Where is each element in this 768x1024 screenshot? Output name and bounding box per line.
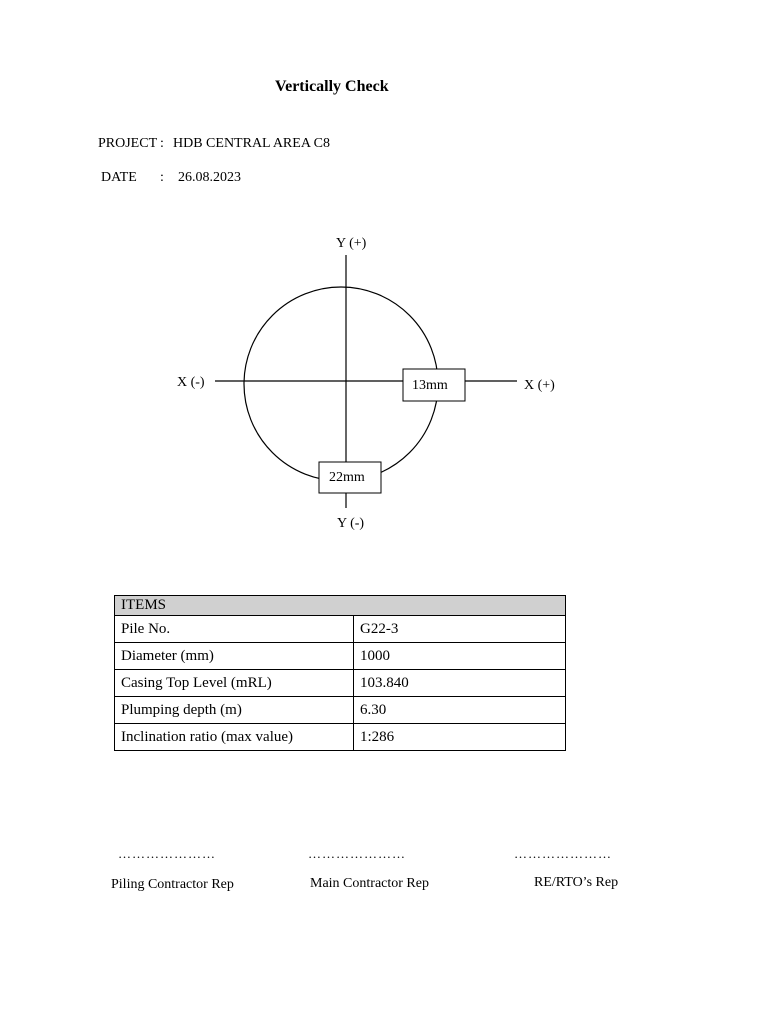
inclination-ratio-label: Inclination ratio (max value) (115, 724, 354, 751)
inclination-ratio-value: 1:286 (354, 724, 566, 751)
plumping-depth-value: 6.30 (354, 697, 566, 724)
x-plus-label: X (+) (524, 378, 555, 393)
document-title: Vertically Check (275, 78, 389, 95)
y-plus-label: Y (+) (336, 236, 367, 251)
plumping-depth-label: Plumping depth (m) (115, 697, 354, 724)
main-signature-line: ………………… (308, 846, 406, 861)
items-table (114, 595, 566, 751)
items-header-row (115, 596, 566, 616)
casing-top-level-label: Casing Top Level (mRL) (115, 670, 354, 697)
piling-signature-line: ………………… (118, 846, 216, 861)
table-row (115, 697, 566, 724)
x-reading-value: 13mm (412, 378, 448, 393)
pile-no-value: G22-3 (354, 616, 566, 643)
pile-no-label: Pile No. (115, 616, 354, 643)
project-label: PROJECT (98, 136, 158, 151)
table-row (115, 643, 566, 670)
diameter-label: Diameter (mm) (115, 643, 354, 670)
re-signature-line: ………………… (514, 846, 612, 861)
piling-contractor-rep-label: Piling Contractor Rep (111, 877, 234, 892)
x-minus-label: X (-) (177, 375, 205, 390)
main-contractor-rep-label: Main Contractor Rep (310, 876, 429, 891)
y-reading-value: 22mm (329, 470, 365, 485)
re-rto-rep-label: RE/RTO’s Rep (534, 875, 619, 890)
project-value: HDB CENTRAL AREA C8 (173, 136, 330, 151)
date-label: DATE (101, 170, 137, 185)
items-header: ITEMS (115, 596, 566, 616)
table-row (115, 616, 566, 643)
y-reading-box (319, 462, 381, 493)
casing-top-level-value: 103.840 (354, 670, 566, 697)
diameter-value: 1000 (354, 643, 566, 670)
project-separator: : (160, 136, 164, 151)
table-row (115, 724, 566, 751)
x-reading-box (403, 369, 465, 401)
date-separator: : (160, 170, 164, 185)
y-minus-label: Y (-) (337, 516, 365, 531)
table-row (115, 670, 566, 697)
date-value: 26.08.2023 (178, 170, 241, 185)
